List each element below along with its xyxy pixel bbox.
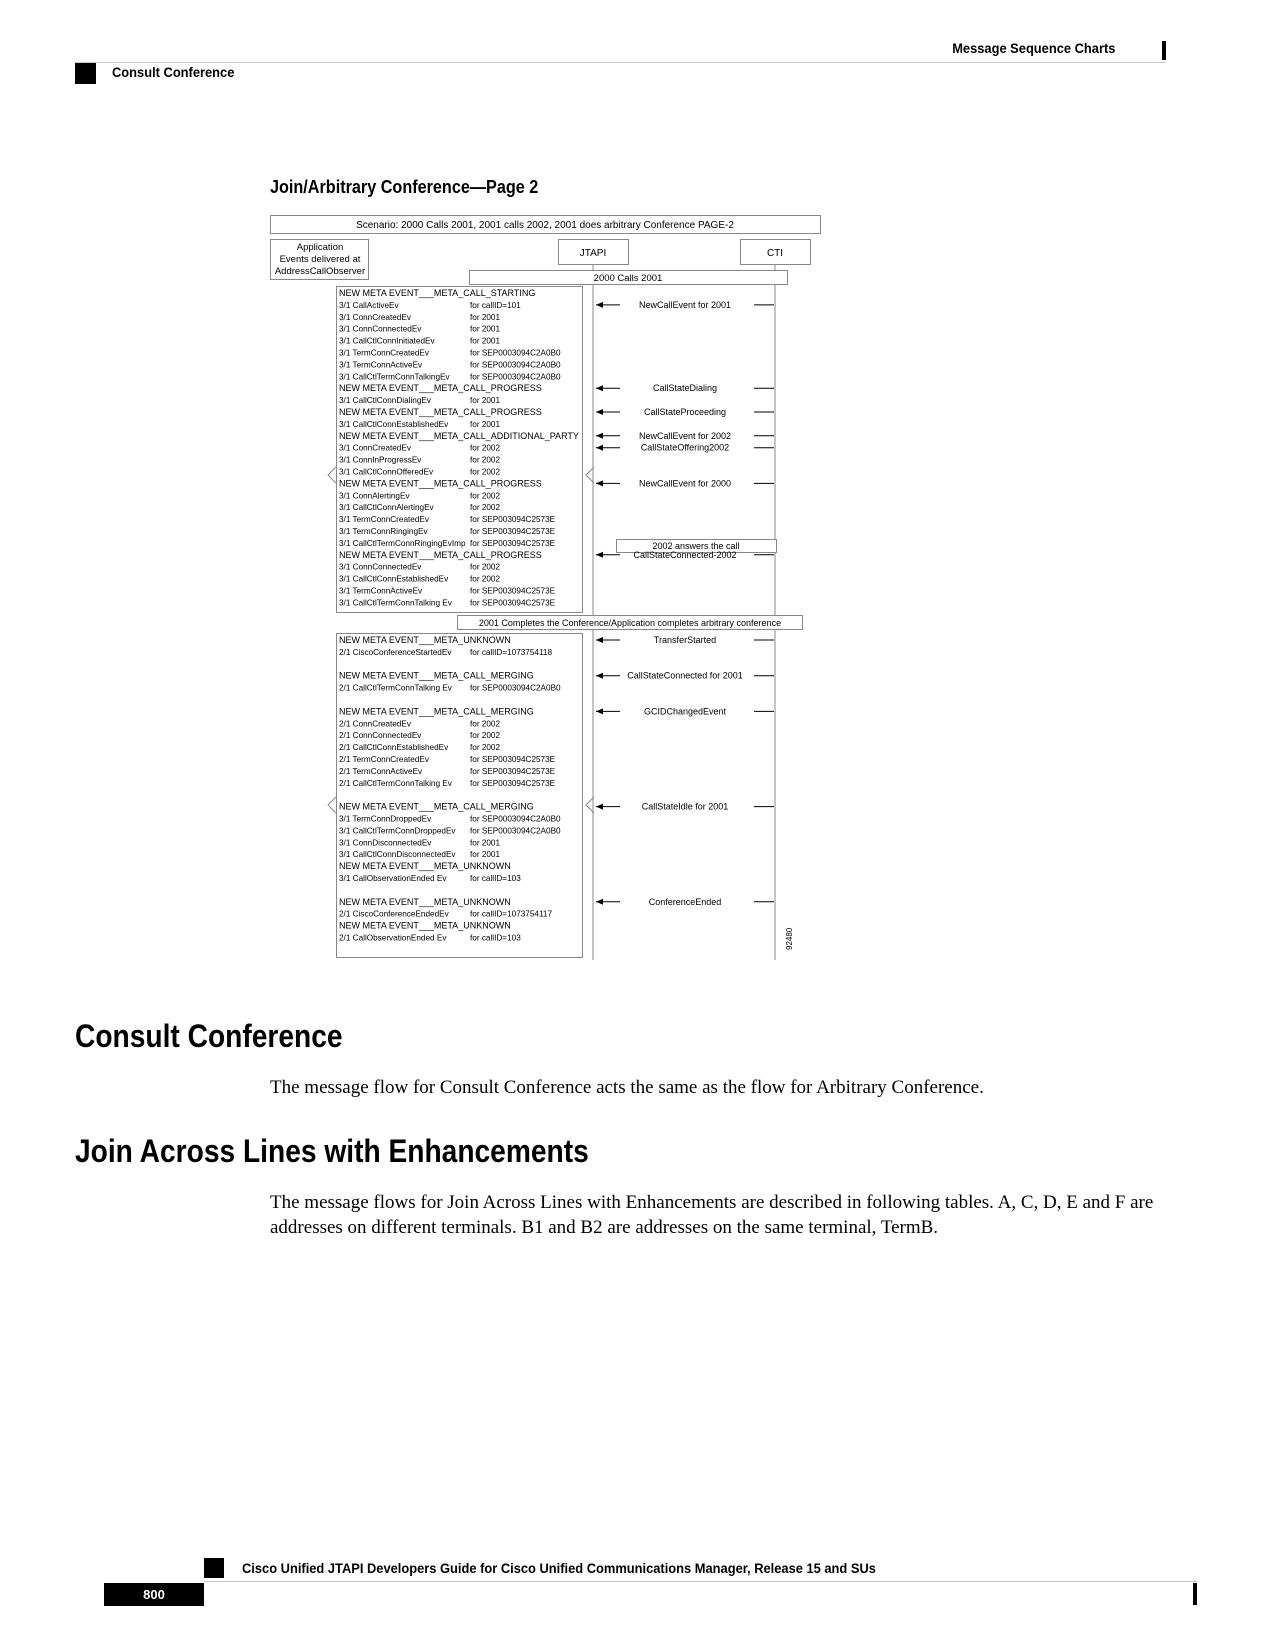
- event-target: for 2002: [470, 743, 501, 753]
- event-name: 3/1 CallCtlTermConnTalkingEv: [339, 372, 450, 382]
- event-name: 3/1 CallCtlTermConnTalking Ev: [339, 598, 452, 608]
- event-target: for SEP003094C2573E: [470, 538, 556, 548]
- arrow-left-icon: [596, 552, 603, 558]
- section-body-consult-conference: The message flow for Consult Conference acts the same as the flow for Arbitrary Conference.: [270, 1077, 984, 1098]
- event-name: 3/1 CallCtlConnInitiatedEv: [339, 336, 435, 346]
- event-name: 3/1 CallCtlConnDisconnectedEv: [339, 850, 456, 860]
- event-name: 2/1 ConnCreatedEv: [339, 719, 411, 729]
- event-name: 3/1 ConnInProgressEv: [339, 455, 422, 465]
- message-label: ConferenceEnded: [648, 896, 722, 907]
- event-name: 2/1 CallObservationEnded Ev: [339, 933, 447, 943]
- section-heading-join-across-lines: Join Across Lines with Enhancements: [75, 1133, 589, 1169]
- event-target: for 2001: [470, 396, 501, 406]
- event-target: for 2002: [470, 491, 501, 501]
- footer-rule: [204, 1581, 1197, 1582]
- event-name: 3/1 TermConnCreatedEv: [339, 515, 429, 525]
- event-name: 3/1 CallObservationEnded Ev: [339, 874, 447, 883]
- arrow-left-icon: [596, 385, 603, 391]
- arrow-left-icon: [596, 673, 603, 679]
- event-name: 2/1 CiscoConferenceEndedEv: [339, 909, 449, 919]
- event-name: 2/1 CiscoConferenceStartedEv: [339, 647, 452, 657]
- event-name: 3/1 TermConnActiveEv: [339, 360, 423, 370]
- event-name: 3/1 ConnCreatedEv: [339, 443, 411, 453]
- event-target: for callID=101: [470, 300, 521, 310]
- message-label: TransferStarted: [653, 635, 717, 645]
- event-name: 3/1 TermConnCreatedEv: [339, 348, 429, 358]
- event-name: 3/1 CallActiveEv: [339, 300, 399, 310]
- event-name: 3/1 CallCtlConnAlertingEv: [339, 503, 434, 513]
- event-name: 3/1 CallCtlTermConnDroppedEv: [339, 826, 456, 836]
- section-body-join-across-lines: The message flows for Join Across Lines with Enhancements are described in following tables. A, C, D, E and F are addresses on different terminals. B1 and B2 are addresses on the same terminal, TermB.: [270, 1192, 1154, 1238]
- event-target: for callID=103: [470, 874, 521, 883]
- event-name: 3/1 CallCtlConnEstablishedEv: [339, 419, 449, 429]
- event-target: for SEP003094C2573E: [470, 766, 556, 776]
- event-name: NEW META EVENT___META_UNKNOWN: [339, 635, 511, 645]
- message-list-2: [596, 635, 774, 907]
- figure-id: 92480: [785, 927, 794, 950]
- event-target: for SEP0003094C2A0B0: [470, 683, 561, 693]
- message-label: CallStateProceeding: [643, 407, 727, 417]
- event-name: NEW META EVENT___META_UNKNOWN: [339, 896, 511, 907]
- message-label: CallStateIdle for 2001: [641, 801, 729, 812]
- event-target: for SEP003094C2573E: [470, 515, 556, 525]
- event-name: NEW META EVENT___META_CALL_MERGING: [339, 801, 534, 812]
- event-name: 3/1 TermConnActiveEv: [339, 586, 423, 596]
- event-target: for SEP003094C2573E: [470, 598, 556, 608]
- event-target: for SEP003094C2573E: [470, 755, 556, 764]
- event-name: 2/1 CallCtlConnEstablishedEv: [339, 743, 449, 753]
- event-name: 3/1 ConnDisconnectedEv: [339, 838, 432, 848]
- arrow-left-icon: [596, 445, 603, 451]
- message-label: NewCallEvent for 2000: [638, 478, 732, 489]
- message-label: CallStateConnected for 2001: [627, 670, 743, 681]
- message-label: GCIDChangedEvent: [643, 706, 727, 717]
- arrow-left-icon: [596, 804, 603, 810]
- message-label: CallStateDialing: [652, 383, 718, 394]
- event-name: 3/1 CallCtlConnEstablishedEv: [339, 574, 449, 584]
- message-label: NewCallEvent for 2001: [638, 299, 732, 310]
- event-name: 3/1 TermConnDroppedEv: [339, 814, 432, 824]
- header-square: [75, 63, 96, 84]
- jtapi-label: JTAPI: [579, 248, 607, 259]
- event-target: for 2002: [470, 467, 501, 477]
- event-target: for SEP0003094C2A0B0: [470, 348, 561, 358]
- arrow-left-icon: [596, 433, 603, 439]
- event-name: 2/1 CallCtlTermConnTalking Ev: [339, 778, 452, 788]
- event-target: for SEP003094C2573E: [470, 778, 556, 788]
- event-name: NEW META EVENT___META_CALL_PROGRESS: [339, 478, 542, 489]
- app-box-line-3: AddressCallObserver: [274, 266, 366, 277]
- footer-bar: [1193, 1583, 1197, 1605]
- event-target: for SEP0003094C2A0B0: [470, 360, 561, 370]
- event-name: 3/1 TermConnRingingEv: [339, 527, 428, 536]
- arrow-left-icon: [596, 708, 603, 714]
- app-box-line-1: Application: [296, 242, 344, 253]
- event-name: 3/1 CallCtlTermConnRingingEvImp: [339, 538, 466, 548]
- header-bar: [1162, 41, 1166, 60]
- event-target: for 2002: [470, 731, 501, 741]
- app-box-line-2: Events delivered at: [279, 254, 361, 265]
- event-target: for 2001: [470, 850, 501, 860]
- event-name: 3/1 CallCtlConnOfferedEv: [339, 467, 434, 477]
- event-target: for callID=103: [470, 933, 521, 943]
- event-target: for 2002: [470, 443, 501, 453]
- event-target: for 2001: [470, 336, 501, 346]
- event-name: NEW META EVENT___META_UNKNOWN: [339, 861, 511, 872]
- event-target: for 2001: [470, 312, 501, 322]
- sequence-diagram: [270, 215, 830, 985]
- footer-title: Cisco Unified JTAPI Developers Guide for Cisco Unified Communications Manager, Release 15 and SUs: [242, 1560, 876, 1576]
- event-target: for 2001: [470, 838, 501, 848]
- event-name: NEW META EVENT___META_CALL_PROGRESS: [339, 407, 542, 417]
- message-label: CallStateOffering2002: [640, 442, 730, 453]
- event-target: for 2001: [470, 324, 501, 334]
- arrow-left-icon: [596, 302, 603, 308]
- running-header-section: Message Sequence Charts: [951, 40, 1115, 56]
- section-label-2: 2002 answers the call: [652, 541, 740, 551]
- event-target: for callID=1073754117: [470, 909, 553, 919]
- section-label-3: 2001 Completes the Conference/Application completes arbitrary conference: [478, 618, 782, 628]
- event-target: for 2002: [470, 562, 501, 572]
- event-name: 3/1 ConnAlertingEv: [339, 491, 410, 501]
- event-name: NEW META EVENT___META_CALL_PROGRESS: [339, 549, 542, 560]
- event-name: NEW META EVENT___META_CALL_ADDITIONAL_PARTY: [339, 430, 579, 441]
- event-name: NEW META EVENT___META_CALL_MERGING: [339, 706, 534, 717]
- event-name: 2/1 CallCtlTermConnTalking Ev: [339, 683, 452, 693]
- event-target: for SEP003094C2573E: [470, 527, 556, 536]
- message-label: CallStateConnected-2002: [633, 549, 737, 560]
- cti-label: CTI: [766, 248, 784, 259]
- event-name: 3/1 ConnCreatedEv: [339, 312, 411, 322]
- event-target: for SEP0003094C2A0B0: [470, 372, 561, 382]
- running-header-chapter: Consult Conference: [112, 64, 235, 80]
- section-label-1: 2000 Calls 2001: [593, 273, 663, 284]
- event-name: 3/1 ConnConnectedEv: [339, 324, 422, 334]
- event-target: for 2002: [470, 574, 501, 584]
- event-name: NEW META EVENT___META_CALL_MERGING: [339, 670, 534, 681]
- event-target: for callID=1073754118: [470, 647, 553, 657]
- event-target: for SEP0003094C2A0B0: [470, 826, 561, 836]
- event-name: NEW META EVENT___META_UNKNOWN: [339, 920, 511, 931]
- arrow-left-icon: [596, 480, 603, 486]
- event-target: for 2001: [470, 419, 501, 429]
- section-heading-consult-conference: Consult Conference: [75, 1018, 343, 1054]
- page-number: 800: [104, 1583, 204, 1606]
- event-target: for SEP0003094C2A0B0: [470, 814, 561, 824]
- event-name: NEW META EVENT___META_CALL_STARTING: [339, 288, 536, 298]
- event-name: 2/1 TermConnActiveEv: [339, 766, 423, 776]
- message-list-1: [596, 300, 774, 560]
- event-name: NEW META EVENT___META_CALL_PROGRESS: [339, 383, 542, 394]
- chevron-left-icon: [328, 797, 336, 813]
- chevron-left-icon: [328, 467, 336, 483]
- arrow-left-icon: [596, 409, 603, 415]
- event-name: 3/1 CallCtlConnDialingEv: [339, 396, 431, 406]
- event-target: for 2002: [470, 719, 501, 729]
- scenario-text: Scenario: 2000 Calls 2001, 2001 calls 2002, 2001 does arbitrary Conference PAGE-2: [356, 220, 734, 231]
- event-name: 2/1 ConnConnectedEv: [339, 731, 422, 741]
- event-target: for 2002: [470, 503, 501, 513]
- event-target: for 2002: [470, 455, 501, 465]
- message-label: NewCallEvent for 2002: [638, 430, 732, 441]
- figure-title: Join/Arbitrary Conference—Page 2: [270, 177, 539, 197]
- event-target: for SEP003094C2573E: [470, 586, 556, 596]
- footer-square: [204, 1558, 224, 1578]
- event-name: 2/1 TermConnCreatedEv: [339, 755, 429, 764]
- arrow-left-icon: [596, 637, 603, 643]
- arrow-left-icon: [596, 899, 603, 905]
- header-rule: [75, 62, 1166, 63]
- event-name: 3/1 ConnConnectedEv: [339, 562, 422, 572]
